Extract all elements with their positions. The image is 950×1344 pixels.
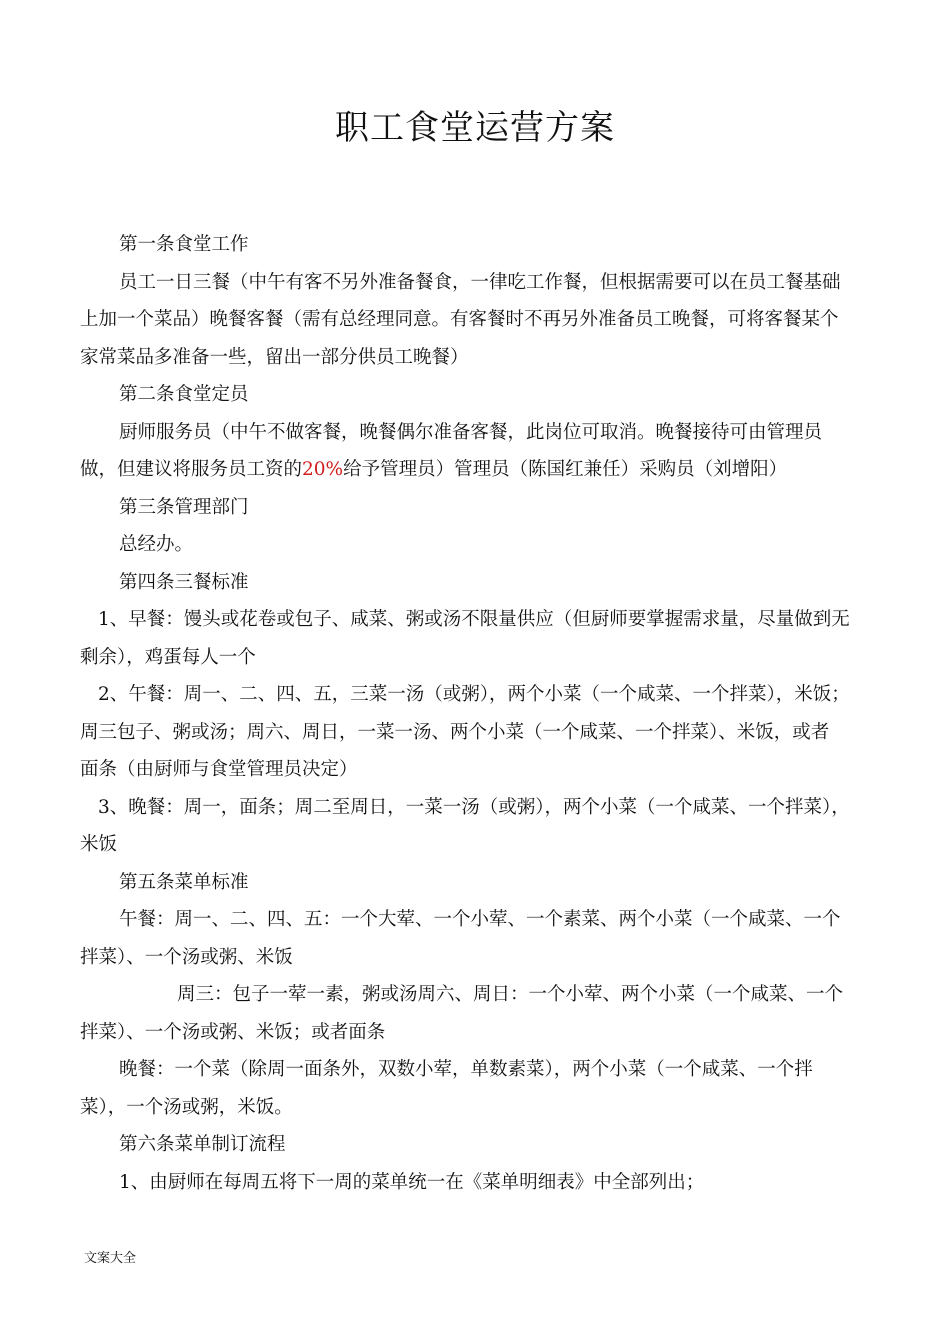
paragraph-line: 总经办。 [119, 534, 194, 555]
page-footer: 文案大全 [84, 1251, 137, 1266]
list-item-line: 1、早餐：馒头或花卷或包子、咸菜、粥或汤不限量供应（但厨师要掌握需求量，尽量做到无 [98, 609, 850, 630]
list-item-line: 1、由厨师在每周五将下一周的菜单统一在《菜单明细表》中全部列出； [119, 1171, 705, 1193]
paragraph-line: 家常菜品多准备一些，留出一部分供员工晚餐） [80, 346, 469, 368]
paragraph-line: 午餐：周一、二、四、五：一个大荤、一个小荤、一个素菜、两个小菜（一个咸菜、一个 [119, 909, 841, 930]
paragraph-line [80, 451, 880, 489]
paragraph-line: 拌菜）、一个汤或粥、米饭；或者面条 [80, 1021, 386, 1043]
paragraph-line: 面条（由厨师与食堂管理员决定） [80, 759, 358, 780]
paragraph-line: 员工一日三餐（中午有客不另外准备餐食，一律吃工作餐，但根据需要可以在员工餐基础 [119, 271, 841, 293]
document-body [80, 226, 880, 1201]
highlight-percentage: 20% [302, 459, 344, 480]
paragraph-line: 厨师服务员（中午不做客餐，晚餐偶尔准备客餐，此岗位可取消。晚餐接待可由管理员 [119, 421, 823, 443]
paragraph-line: 米饭 [80, 834, 118, 855]
paragraph-line: 上加一个菜品）晚餐客餐（需有总经理同意。有客餐时不再另外准备员工晚餐，可将客餐某个 [80, 309, 839, 330]
article-heading-4: 第四条三餐标准 [119, 571, 249, 593]
list-item-line: 3、晚餐：周一，面条；周二至周日，一菜一汤（或粥），两个小菜（一个咸菜、一个拌菜）， [98, 796, 850, 818]
text-run: 做，但建议将服务员工资的 [80, 459, 303, 480]
article-heading-6: 第六条菜单制订流程 [119, 1134, 286, 1155]
list-item-line: 2、午餐：周一、二、四、五，三菜一汤（或粥），两个小菜（一个咸菜、一个拌菜），米饭； [98, 684, 850, 705]
paragraph-line: 晚餐：一个菜（除周一面条外，双数小荤，单数素菜），两个小菜（一个咸菜、一个拌 [119, 1059, 813, 1080]
text-run: 给予管理员）管理员（陈国红兼任）采购员（刘增阳） [343, 459, 788, 480]
paragraph-line: 菜），一个汤或粥，米饭。 [80, 1096, 293, 1118]
article-heading-5: 第五条菜单标准 [119, 871, 249, 893]
paragraph-line: 拌菜）、一个汤或粥、米饭 [80, 946, 293, 968]
paragraph-line: 剩余），鸡蛋每人一个 [80, 646, 256, 668]
paragraph-line: 周三包子、粥或汤；周六、周日，一菜一汤、两个小菜（一个咸菜、一个拌菜）、米饭，或者 [80, 721, 830, 743]
article-heading-1: 第一条食堂工作 [119, 234, 249, 255]
article-heading-3: 第三条管理部门 [119, 496, 249, 518]
article-heading-2: 第二条食堂定员 [119, 384, 249, 405]
paragraph-line: 周三：包子一荤一素，粥或汤周六、周日：一个小荤、两个小菜（一个咸菜、一个 [177, 984, 844, 1005]
document-title: 职工食堂运营方案 [335, 108, 615, 148]
